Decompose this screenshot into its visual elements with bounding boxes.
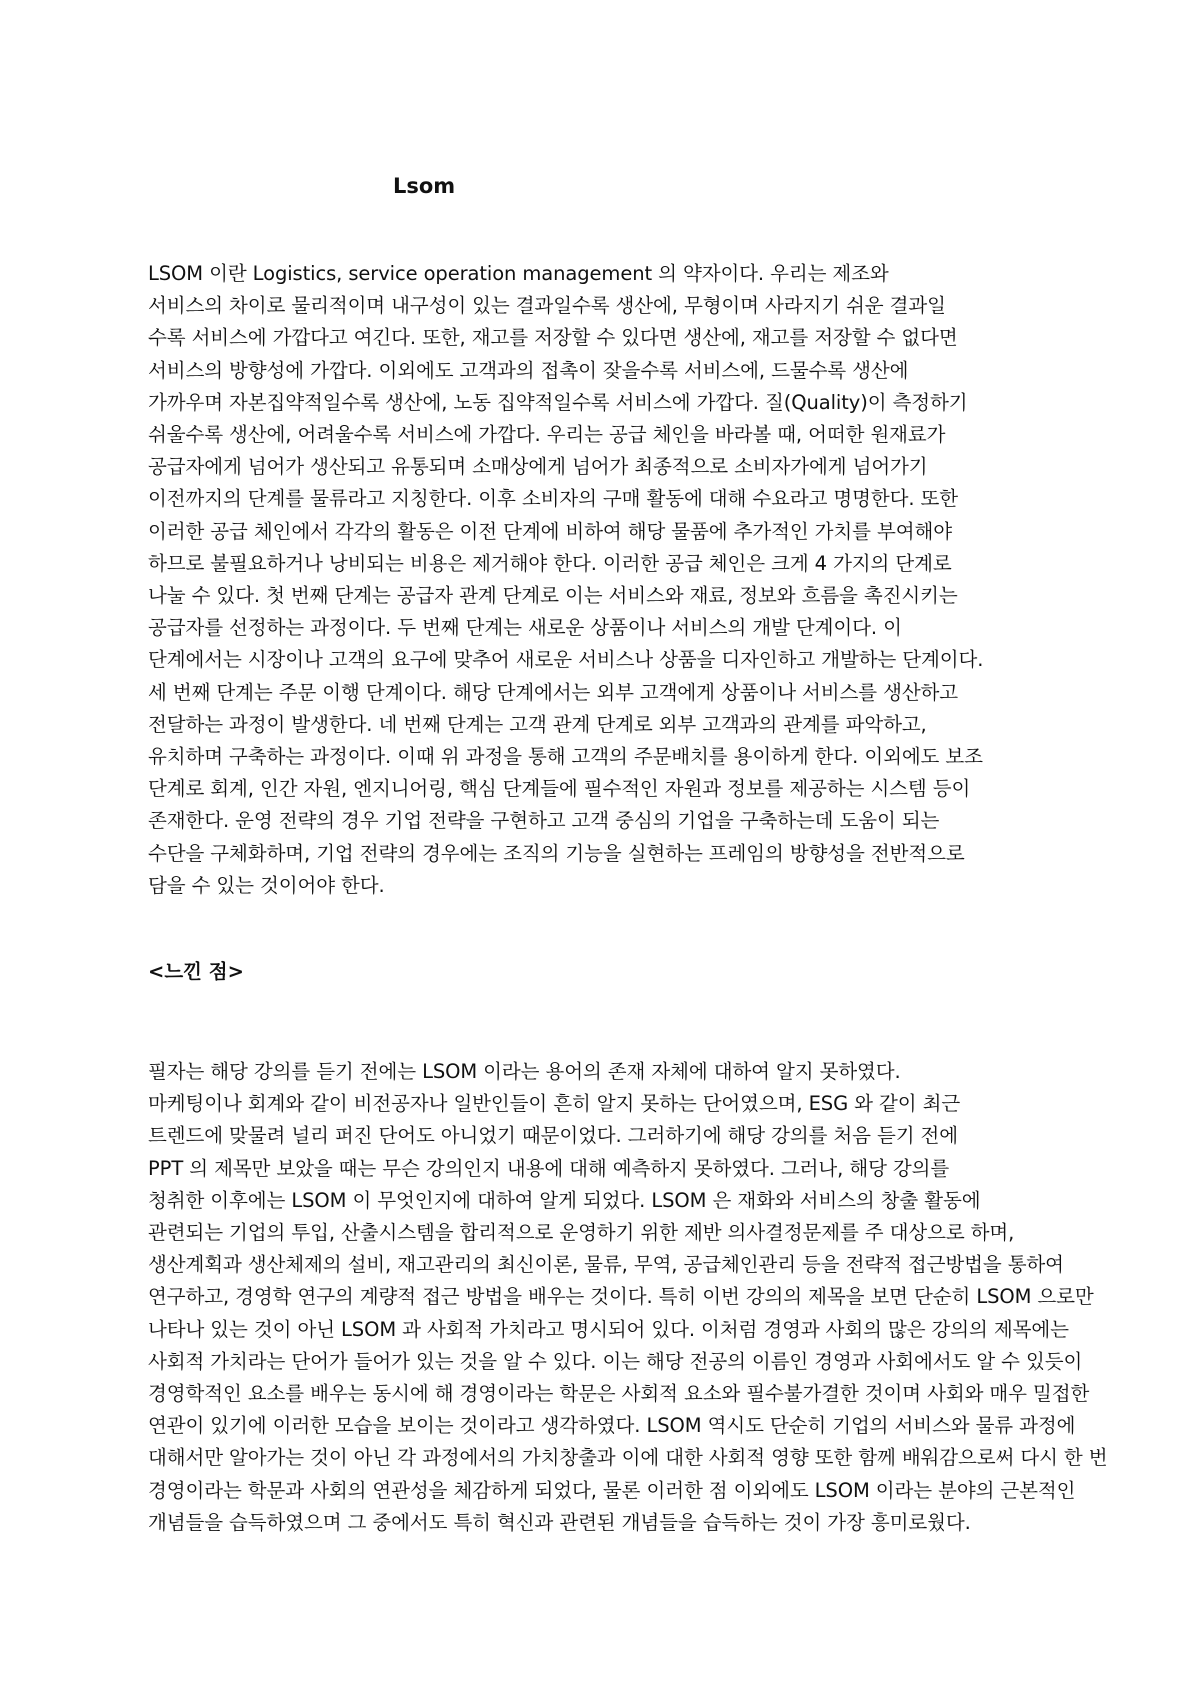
paragraph-line: 개념들을 습득하였으며 그 중에서도 특히 혁신과 관련된 개념들을 습득하는 것이 가장 흥미로웠다.: [148, 1510, 971, 1534]
section-heading-impressions: <느낀 점>: [148, 960, 244, 983]
paragraph-line: 가까우며 자본집약적일수록 생산에, 노동 집약적일수록 서비스에 가깝다. 질(Quality)이 측정하기: [148, 390, 968, 414]
paragraph-line: 세 번째 단계는 주문 이행 단계이다. 해당 단계에서는 외부 고객에게 상품이나 서비스를 생산하고: [148, 680, 959, 704]
paragraph-line: 연관이 있기에 이러한 모습을 보이는 것이라고 생각하였다. LSOM 역시도 단순히 기업의 서비스와 물류 과정에: [148, 1414, 1076, 1438]
document-title: Lsom: [393, 174, 456, 198]
paragraph-line: 트렌드에 맞물려 널리 퍼진 단어도 아니었기 때문이었다. 그러하기에 해당 강의를 처음 듣기 전에: [148, 1124, 959, 1148]
paragraph-line: 이러한 공급 체인에서 각각의 활동은 이전 단계에 비하여 해당 물품에 추가적인 가치를 부여해야: [148, 519, 952, 543]
paragraph-line: 유치하며 구축하는 과정이다. 이때 위 과정을 통해 고객의 주문배치를 용이하게 한다. 이외에도 보조: [148, 745, 983, 769]
paragraph-line: 필자는 해당 강의를 듣기 전에는 LSOM 이라는 용어의 존재 자체에 대하여 알지 못하였다.: [148, 1060, 901, 1083]
paragraph-line: 마케팅이나 회계와 같이 비전공자나 일반인들이 흔히 알지 못하는 단어였으며, ESG 와 같이 최근: [148, 1092, 961, 1116]
paragraph-line: PPT 의 제목만 보았을 때는 무슨 강의인지 내용에 대해 예측하지 못하였다. 그러나, 해당 강의를: [148, 1156, 950, 1180]
paragraph-line: 서비스의 차이로 물리적이며 내구성이 있는 결과일수록 생산에, 무형이며 사라지기 쉬운 결과일: [148, 294, 946, 318]
paragraph-line: 공급자에게 넘어가 생산되고 유통되며 소매상에게 넘어가 최종적으로 소비자가에게 넘어가기: [148, 455, 928, 479]
paragraph-line: 수록 서비스에 가깝다고 여긴다. 또한, 재고를 저장할 수 있다면 생산에, 재고를 저장할 수 없다면: [148, 326, 958, 350]
paragraph-line: 대해서만 알아가는 것이 아닌 각 과정에서의 가치창출과 이에 대한 사회적 영향 또한 함께 배워감으로써 다시 한 번: [148, 1446, 1108, 1470]
paragraph-line: 담을 수 있는 것이어야 한다.: [148, 873, 385, 897]
paragraph-summary: [148, 258, 983, 902]
paragraph-line: 전달하는 과정이 발생한다. 네 번째 단계는 고객 관계 단계로 외부 고객과의 관계를 파악하고,: [148, 712, 927, 736]
paragraph-line: 쉬울수록 생산에, 어려울수록 서비스에 가깝다. 우리는 공급 체인을 바라볼 때, 어떠한 원재료가: [148, 423, 946, 447]
paragraph-line: 생산계획과 생산체제의 설비, 재고관리의 최신이론, 물류, 무역, 공급체인관리 등을 전략적 접근방법을 통하여: [148, 1253, 1064, 1277]
paragraph-impressions: [148, 1056, 1107, 1539]
paragraph-line: 단계로 회계, 인간 자원, 엔지니어링, 핵심 단계들에 필수적인 자원과 정보를 제공하는 시스템 등이: [148, 777, 971, 801]
paragraph-line: 경영학적인 요소를 배우는 동시에 해 경영이라는 학문은 사회적 요소와 필수불가결한 것이며 사회와 매우 밀접한: [148, 1382, 1090, 1406]
paragraph-line: 경영이라는 학문과 사회의 연관성을 체감하게 되었다, 물론 이러한 점 이외에도 LSOM 이라는 분야의 근본적인: [148, 1478, 1076, 1502]
paragraph-line: 관련되는 기업의 투입, 산출시스템을 합리적으로 운영하기 위한 제반 의사결정문제를 주 대상으로 하며,: [148, 1221, 1015, 1245]
paragraph-line: 나눌 수 있다. 첫 번째 단계는 공급자 관계 단계로 이는 서비스와 재료, 정보와 흐름을 촉진시키는: [148, 584, 958, 608]
paragraph-line: LSOM 이란 Logistics, service operation management 의 약자이다. 우리는 제조와: [148, 262, 889, 285]
paragraph-line: 사회적 가치라는 단어가 들어가 있는 것을 알 수 있다. 이는 해당 전공의 이름인 경영과 사회에서도 알 수 있듯이: [148, 1349, 1083, 1373]
paragraph-line: 서비스의 방향성에 가깝다. 이외에도 고객과의 접촉이 잦을수록 서비스에, 드물수록 생산에: [148, 358, 909, 382]
paragraph-line: 단계에서는 시장이나 고객의 요구에 맞추어 새로운 서비스나 상품을 디자인하고 개발하는 단계이다.: [148, 648, 984, 672]
paragraph-line: 존재한다. 운영 전략의 경우 기업 전략을 구현하고 고객 중심의 기업을 구축하는데 도움이 되는: [148, 809, 940, 833]
paragraph-line: 청취한 이후에는 LSOM 이 무엇인지에 대하여 알게 되었다. LSOM 은 재화와 서비스의 창출 활동에: [148, 1188, 981, 1212]
paragraph-line: 공급자를 선정하는 과정이다. 두 번째 단계는 새로운 상품이나 서비스의 개발 단계이다. 이: [148, 616, 902, 640]
paragraph-line: 수단을 구체화하며, 기업 전략의 경우에는 조직의 기능을 실현하는 프레임의 방향성을 전반적으로: [148, 841, 965, 865]
paragraph-line: 연구하고, 경영학 연구의 계량적 접근 방법을 배우는 것이다. 특히 이번 강의의 제목을 보면 단순히 LSOM 으로만: [148, 1285, 1094, 1309]
paragraph-line: 이전까지의 단계를 물류라고 지칭한다. 이후 소비자의 구매 활동에 대해 수요라고 명명한다. 또한: [148, 487, 959, 511]
paragraph-line: 하므로 불필요하거나 낭비되는 비용은 제거해야 한다. 이러한 공급 체인은 크게 4 가지의 단계로: [148, 551, 952, 575]
paragraph-line: 나타나 있는 것이 아닌 LSOM 과 사회적 가치라고 명시되어 있다. 이처럼 경영과 사회의 많은 강의의 제목에는: [148, 1317, 1069, 1341]
